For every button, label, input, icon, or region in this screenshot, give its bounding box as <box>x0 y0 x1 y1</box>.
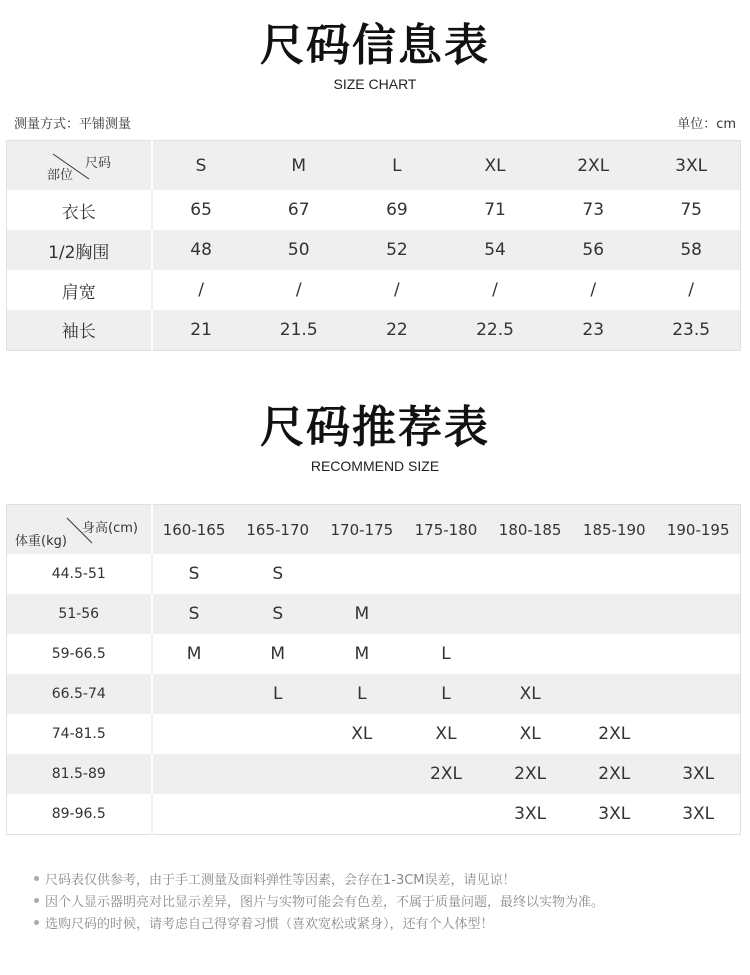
height-header-cell: 190-195 <box>656 505 740 555</box>
recommend-cell <box>320 794 404 834</box>
corner-diagonal-label <box>7 505 151 554</box>
size-cell: 52 <box>348 230 446 270</box>
size-cell: 71 <box>484 200 506 220</box>
recommend-cell: 2XL <box>598 724 631 744</box>
header-corner-cell <box>7 141 152 191</box>
height-header-cell: 160-165 <box>152 505 236 555</box>
recommend-cell <box>656 554 740 594</box>
recommend-cell: 3XL <box>682 803 715 824</box>
corner-top-label: 尺码 <box>85 156 112 171</box>
recommend-row <box>7 634 741 674</box>
recommend-cell: S <box>188 564 200 584</box>
size-cell: 22 <box>348 310 446 350</box>
size-cell: 21.5 <box>250 310 348 350</box>
corner-bottom-label: 部位 <box>47 168 74 183</box>
note-item <box>34 914 604 936</box>
size-chart-subtitle: SIZE CHART <box>333 76 417 92</box>
recommend-cell <box>152 714 236 754</box>
recommend-cell <box>236 754 320 794</box>
size-cell: 67 <box>287 200 310 220</box>
note-text: 尺码表仅供参考，由于手工测量及面料弹性等因素，会存在1-3CM误差，请见谅！ <box>45 873 516 888</box>
size-info-table <box>6 140 741 351</box>
corner-top-label: 身高(cm) <box>82 521 138 536</box>
recommend-cell: XL <box>519 724 541 744</box>
recommend-header-row <box>7 505 741 555</box>
height-header-cell: 175-180 <box>404 505 488 555</box>
size-cell: 65 <box>190 200 212 220</box>
corner-bottom-label: 体重(kg) <box>15 534 67 549</box>
recommend-cell: 3XL <box>656 754 740 794</box>
recommend-row <box>7 554 741 594</box>
bullet-icon <box>34 898 39 903</box>
measure-method: 测量方式：平铺测量 <box>14 117 132 132</box>
unit-label: 单位：cm <box>677 117 736 132</box>
recommend-cell <box>404 554 488 594</box>
size-cell: / <box>492 280 498 300</box>
size-cell: / <box>198 280 204 300</box>
bullet-icon <box>34 876 39 881</box>
size-cell: 69 <box>386 200 408 220</box>
height-header-cell: 165-170 <box>236 505 320 555</box>
recommend-row <box>7 794 741 834</box>
weight-row-label: 66.5-74 <box>7 674 152 714</box>
size-header-cell: 3XL <box>642 141 740 191</box>
note-text: 因个人显示器明亮对比显示差异，图片与实物可能会有色差，不属于质量问题，最终以实物为准。 <box>45 895 605 910</box>
recommend-cell <box>572 634 656 674</box>
recommend-cell: M <box>354 644 370 664</box>
recommend-cell <box>488 554 572 594</box>
recommend-cell <box>152 794 236 834</box>
recommend-row <box>7 754 741 794</box>
size-header-cell: L <box>348 141 446 191</box>
recommend-cell <box>656 674 740 714</box>
size-cell: 75 <box>680 200 702 220</box>
recommend-row <box>7 674 741 714</box>
recommend-cell <box>236 794 320 834</box>
recommend-size-table <box>6 504 741 835</box>
recommend-cell <box>320 554 404 594</box>
recommend-cell: S <box>236 594 320 634</box>
recommend-cell: L <box>320 674 404 714</box>
recommend-cell: L <box>441 644 451 664</box>
recommend-cell: L <box>404 674 488 714</box>
size-header-cell: S <box>152 141 250 191</box>
size-cell: 21 <box>152 310 250 350</box>
size-cell: 48 <box>152 230 250 270</box>
recommend-cell <box>572 674 656 714</box>
recommend-cell <box>656 594 740 634</box>
size-header-cell: 2XL <box>544 141 642 191</box>
header-corner-cell <box>7 505 152 555</box>
recommend-cell <box>488 594 572 634</box>
size-cell: / <box>295 280 302 300</box>
recommend-cell <box>656 634 740 674</box>
weight-row-label: 74-81.5 <box>7 714 152 754</box>
size-row-label: 袖长 <box>7 310 152 350</box>
size-cell: / <box>394 280 400 300</box>
recommend-cell: XL <box>435 724 457 744</box>
size-row-label: 衣长 <box>7 190 152 230</box>
size-header-row <box>7 141 741 191</box>
recommend-subtitle: RECOMMEND SIZE <box>310 458 440 474</box>
height-header-cell: 185-190 <box>572 505 656 555</box>
recommend-cell <box>656 714 740 754</box>
height-header-cell: 180-185 <box>488 505 572 555</box>
recommend-cell: XL <box>351 724 373 744</box>
recommend-cell: S <box>272 564 284 584</box>
size-cell: 54 <box>446 230 544 270</box>
recommend-row <box>7 594 741 634</box>
size-cell: 73 <box>582 200 605 220</box>
recommend-cell: 2XL <box>572 754 656 794</box>
note-item <box>34 892 604 914</box>
recommend-cell <box>488 634 572 674</box>
size-cell: 58 <box>642 230 740 270</box>
recommend-title: 尺码推荐表 <box>260 402 490 453</box>
recommend-cell <box>404 794 488 834</box>
recommend-cell: S <box>152 594 236 634</box>
weight-row-label: 44.5-51 <box>7 554 152 594</box>
note-item <box>34 870 604 892</box>
size-cell: 23 <box>544 310 642 350</box>
weight-row-label: 89-96.5 <box>7 794 152 834</box>
size-cell: 23.5 <box>642 310 740 350</box>
corner-diagonal-label <box>7 141 151 190</box>
recommend-cell <box>404 594 488 634</box>
size-row <box>7 190 741 230</box>
recommend-cell: M <box>320 594 404 634</box>
size-chart-title: 尺码信息表 <box>260 20 490 71</box>
size-header-cell: M <box>250 141 348 191</box>
weight-row-label: 59-66.5 <box>7 634 152 674</box>
recommend-cell <box>152 674 236 714</box>
recommend-cell: 3XL <box>514 803 547 824</box>
size-row <box>7 310 741 350</box>
bullet-icon <box>34 920 39 925</box>
recommend-cell: M <box>270 644 286 664</box>
weight-row-label: 51-56 <box>7 594 152 634</box>
recommend-cell: XL <box>488 674 572 714</box>
weight-row-label: 81.5-89 <box>7 754 152 794</box>
size-row-label: 1/2胸围 <box>7 230 152 270</box>
size-row <box>7 230 741 270</box>
size-cell: / <box>590 280 597 300</box>
size-cell: 22.5 <box>446 310 544 350</box>
recommend-cell: 3XL <box>598 803 631 824</box>
recommend-row <box>7 714 741 754</box>
recommend-cell: L <box>236 674 320 714</box>
size-row <box>7 270 741 310</box>
size-header-cell: XL <box>446 141 544 191</box>
diagonal-divider <box>7 141 150 190</box>
recommend-cell: M <box>186 644 202 664</box>
recommend-cell <box>236 714 320 754</box>
size-cell: 50 <box>250 230 348 270</box>
recommend-cell <box>572 554 656 594</box>
recommend-cell: 2XL <box>488 754 572 794</box>
recommend-cell <box>320 754 404 794</box>
recommend-cell: 2XL <box>404 754 488 794</box>
size-cell: 56 <box>544 230 642 270</box>
recommend-cell <box>572 594 656 634</box>
notes-list <box>34 870 604 936</box>
size-row-label: 肩宽 <box>7 270 152 310</box>
height-header-cell: 170-175 <box>320 505 404 555</box>
note-text: 选购尺码的时候，请考虑自己得穿着习惯（喜欢宽松或紧身），还有个人体型！ <box>45 917 494 932</box>
recommend-cell <box>152 754 236 794</box>
size-cell: / <box>688 280 694 300</box>
